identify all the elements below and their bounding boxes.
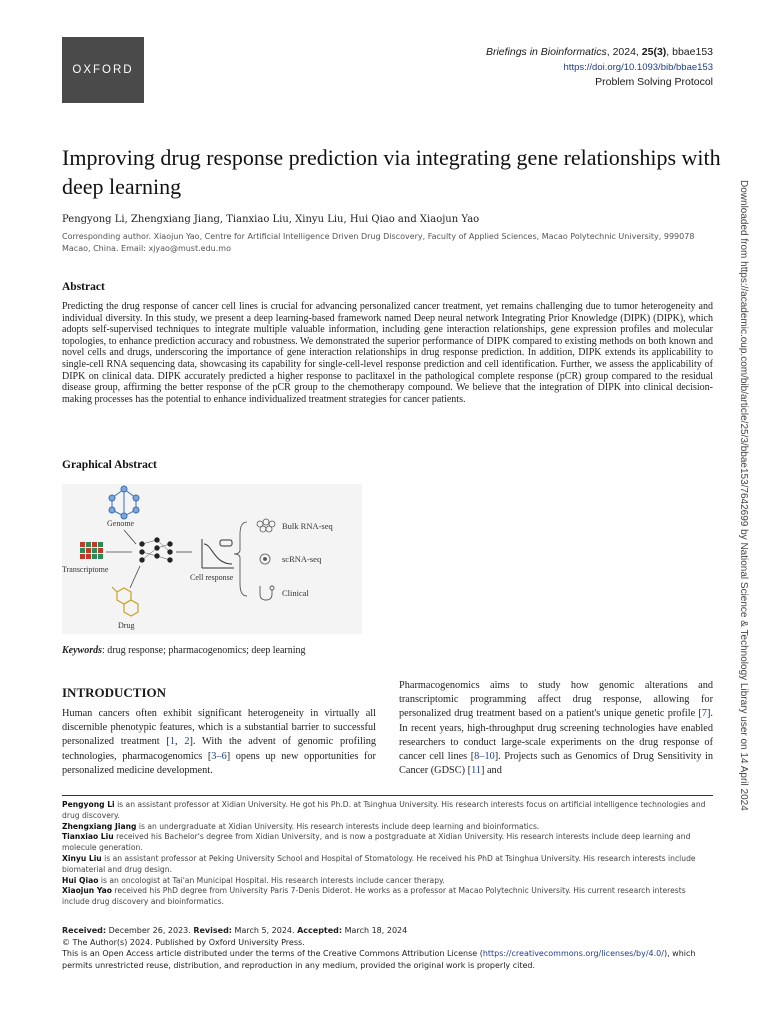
footnote-divider <box>62 795 713 796</box>
bulk-rnaseq-label: Bulk RNA-seq <box>282 521 333 531</box>
article-type: Problem Solving Protocol <box>595 76 713 88</box>
clinical-label: Clinical <box>282 588 309 598</box>
copyright-line: © The Author(s) 2024. Published by Oxford University Press. <box>62 937 305 947</box>
citation-link[interactable]: 3–6 <box>211 750 227 762</box>
author-bio: Tianxiao Liu received his Bachelor's degree from Xidian University, and is now a postgraduate at Xidian University. His research interests include deep learning and molecule generation. <box>62 832 691 853</box>
corresponding-author: Corresponding author. Xiaojun Yao, Centre for Artificial Intelligence Driven Drug Discovery, Faculty of Applied Sciences, Macao Polytechnic University, 999078 Macao, China. Email: xjyao@must.edu.mo <box>62 232 695 253</box>
citation-link[interactable]: 11 <box>471 765 481 777</box>
abstract-heading: Abstract <box>62 281 105 293</box>
dates-line: Received: December 26, 2023. Revised: March 5, 2024. Accepted: March 18, 2024 <box>62 926 408 935</box>
download-watermark: Downloaded from https://academic.oup.com/bib/article/25/3/bbae153/7642699 by National Science & Technology Library user on 14 April 2024 <box>738 180 749 811</box>
citation-link[interactable]: 7 <box>701 708 707 720</box>
journal-header <box>486 45 713 90</box>
intro-left-column: Human cancers often exhibit significant heterogeneity in virtually all discernible phenotypic features, which is a substantial barrier to successful personalized treatment [1, 2]. With the advent of genomic profiling technologies, pharmacogenomics [3–6] opens up new opportunities for personalized medicine development. <box>62 708 376 776</box>
abstract-text: Predicting the drug response of cancer cell lines is crucial for advancing personalized cancer treatment, yet remains challenging due to tumor heterogeneity and individual diversity. In this study, we present a deep learning-based framework named Deep neural network Integrating Prior Knowledge (DIPK) (DIPK), which adopts self-supervised techniques to integrate multiple valuable information, including gene interaction relationships, gene expression profiles and molecular topologies, to enhance prediction accuracy and robustness. We demonstrated the superior performance of DIPK compared to existing methods on both known and novel cells and drugs, underscoring the importance of gene interaction relationships in drug response prediction. In addition, DIPK extends its applicability to single-cell RNA sequencing data, showcasing its capability for single-cell-level response prediction and cell identification. Further, we assess the applicability of DIPK on clinical data. DIPK accurately predicted a higher response to paclitaxel in the pathological complete response (pCR) group compared to the residual disease group, affirming the better response of the pCR group to the chemotherapy compound. We believe that the integration of DIPK into clinical decision-making processes has the potential to enhance individualized treatment strategies for cancer patients. <box>62 301 713 405</box>
graphical-abstract-figure <box>62 484 362 634</box>
citation-link[interactable]: 2 <box>184 736 190 748</box>
genome-label: Genome <box>107 519 135 528</box>
introduction-heading: INTRODUCTION <box>62 685 167 700</box>
publication-info <box>62 925 713 971</box>
author-bio: Xinyu Liu is an assistant professor at Peking University School and Hospital of Stomatology. He received his PhD at Tsinghua University. His research interests include biomaterial and drug design. <box>62 853 696 874</box>
drug-label: Drug <box>118 621 135 630</box>
paper-title: Improving drug response prediction via integrating gene relationships with deep learning <box>62 145 721 199</box>
doi-link[interactable]: https://doi.org/10.1093/bib/bbae153 <box>563 62 713 73</box>
transcriptome-label: Transcriptome <box>62 565 109 574</box>
citation-link[interactable]: 1 <box>169 736 175 748</box>
scrnaseq-label: scRNA-seq <box>282 554 322 564</box>
author-bio: Xiaojun Yao received his PhD degree from University Paris 7-Denis Diderot. He works as a professor at Macao Polytechnic University. His current research interests include drug discovery and bioinformatics. <box>62 886 686 907</box>
author-list: Pengyong Li, Zhengxiang Jiang, Tianxiao Liu, Xinyu Liu, Hui Qiao and Xiaojun Yao <box>62 214 480 225</box>
graphical-abstract-heading: Graphical Abstract <box>62 459 157 471</box>
citation-link[interactable]: 8–10 <box>474 751 495 763</box>
cell-response-label: Cell response <box>190 573 234 582</box>
author-bio: Zhengxiang Jiang is an undergraduate at Xidian University. His research interests include deep learning and bioinformatics. <box>62 821 540 831</box>
license-line: This is an Open Access article distributed under the terms of the Creative Commons Attribution License (https://creativecommons.org/licenses/by/4.0/), which permits unrestricted reuse, distribution, and reproduction in any medium, provided the original work is properly cited. <box>62 949 696 970</box>
intro-right-column: Pharmacogenomics aims to study how genomic alterations and transcriptomic programming affect drug response, allowing for personalized drug treatment based on a patient's unique genetic profile [7]. In recent years, high-throughput drug screening technologies have enabled researchers to conduct large-scale experiments on the drug response of cancer cell lines [8–10]. Projects such as Genomics of Drug Sensitivity in Cancer (GDSC) [11] and <box>399 680 713 777</box>
author-bio: Pengyong Li is an assistant professor at Xidian University. He got his Ph.D. at Tsinghua University. His research interests focus on artificial intelligence technologies and drug discovery. <box>62 800 706 820</box>
author-bio: Hui Qiao is an oncologist at Tai'an Municipal Hospital. His research interests include cancer therapy. <box>62 875 445 885</box>
journal-citation: Briefings in Bioinformatics, 2024, 25(3), bbae153 <box>485 46 713 58</box>
oxford-logo: OXFORD <box>62 37 144 103</box>
license-link[interactable]: https://creativecommons.org/licenses/by/4.0/ <box>482 949 664 958</box>
author-bios <box>62 800 713 908</box>
keywords: Keywords: drug response; pharmacogenomics; deep learning <box>62 645 306 656</box>
